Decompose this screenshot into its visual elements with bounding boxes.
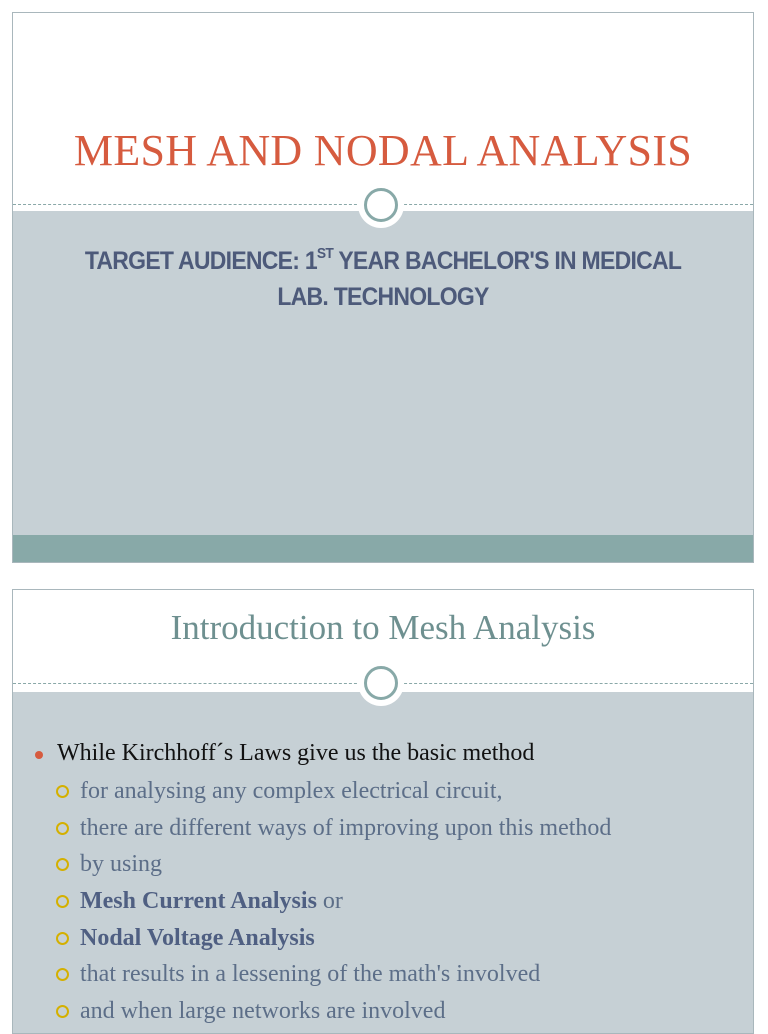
list-item: [35, 773, 743, 810]
sub-bullet-circle-icon: [56, 858, 69, 871]
list-item: [35, 993, 743, 1030]
sub-bullet-circle-icon: [56, 1005, 69, 1018]
sub-bullet-text: by using: [80, 851, 163, 878]
sub-bullet-text: for analysing any complex electrical circuit,: [80, 778, 503, 804]
slide-title: Introduction to Mesh Analysis: [170, 608, 596, 647]
subtitle-line2: LAB. TECHNOLOGY: [277, 283, 489, 311]
sub-bullet-circle-icon: [56, 895, 69, 908]
bullet-dot-icon: [35, 751, 43, 759]
list-item: [35, 846, 743, 883]
slide-1: [12, 12, 754, 563]
list-item: [35, 920, 743, 957]
sub-bullet-circle-icon: [56, 932, 69, 945]
slide-title: MESH AND NODAL ANALYSIS: [73, 126, 693, 175]
list-item: [35, 883, 743, 920]
list-item: [35, 956, 743, 993]
subtitle-text-cont: YEAR BACHELOR'S IN MEDICAL: [333, 247, 682, 275]
list-item: [35, 810, 743, 847]
sub-bullet-circle-icon: [56, 968, 69, 981]
divider-ring-icon: [358, 660, 404, 706]
list-item: [35, 736, 743, 773]
title-area: [13, 13, 753, 205]
bullet-list: [35, 736, 743, 1030]
divider-ring-icon: [358, 182, 404, 228]
bullet-text: While Kirchhoff´s Laws give us the basic method: [57, 740, 535, 766]
bottom-band: [13, 535, 753, 562]
slide-subtitle: [79, 243, 686, 315]
sub-bullet-text: and when large networks are involved: [80, 998, 446, 1025]
subtitle-superscript: ST: [316, 245, 334, 262]
sub-bullet-text: that results in a lessening of the math's involved: [80, 961, 541, 988]
slide-2: [12, 589, 754, 1034]
sub-bullet-bold-text: Nodal Voltage Analysis: [80, 924, 315, 951]
sub-bullet-circle-icon: [56, 822, 69, 835]
sub-bullet-text: there are different ways of improving upon this method: [80, 814, 612, 841]
subtitle-text: TARGET AUDIENCE: 1: [84, 247, 317, 275]
sub-bullet-bold-text: Mesh Current Analysis: [80, 888, 317, 915]
sub-bullet-text: or: [316, 888, 343, 915]
sub-bullet-circle-icon: [56, 785, 69, 798]
